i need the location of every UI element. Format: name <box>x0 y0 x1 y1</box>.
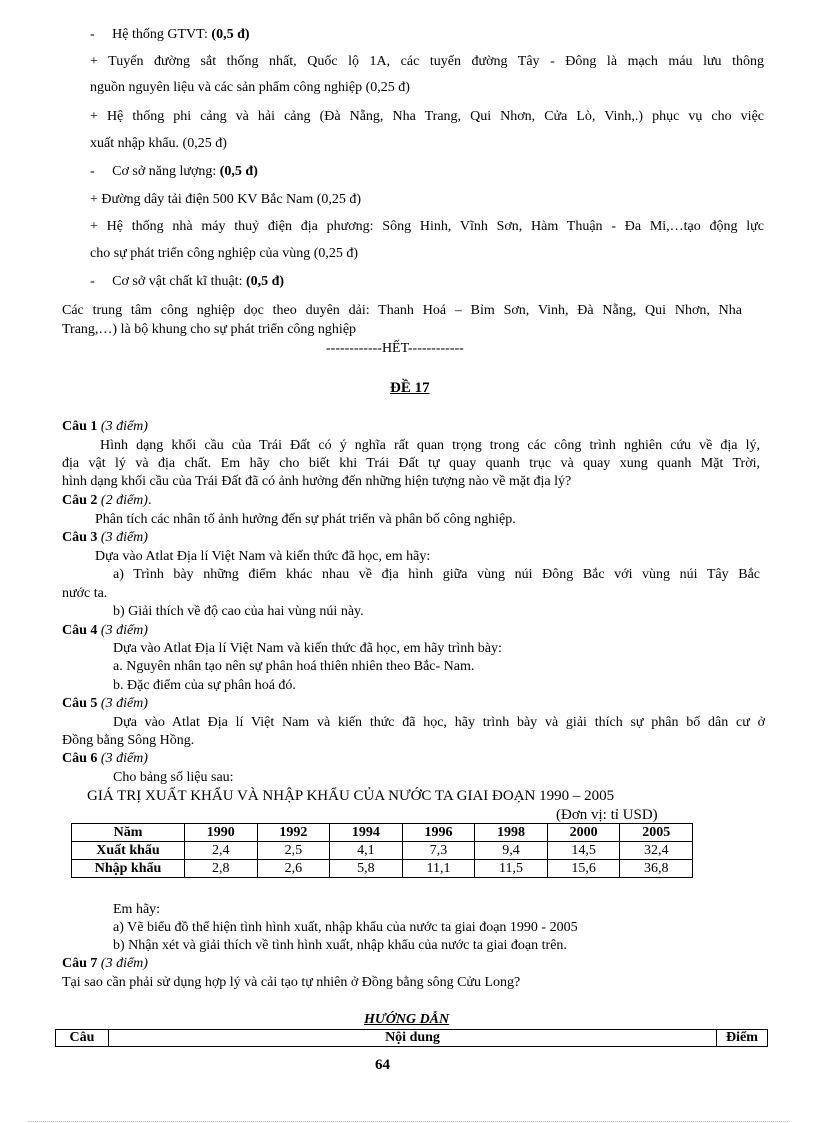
table-row-label: Xuất khẩu <box>72 842 185 860</box>
table-cell: 14,5 <box>547 842 620 860</box>
energy-item2-line1: + Hệ thống nhà máy thuỷ điện địa phương: Sông Hinh, Vĩnh Sơn, Hàm Thuận - Đa Mi,…tạo động lực <box>90 219 764 234</box>
q4-b: b. Đặc điểm của sự phân hoá đó. <box>113 678 296 693</box>
q2-label: Câu 2 <box>62 493 98 508</box>
bullet-dash: - <box>90 27 95 42</box>
q6-label: Câu 6 <box>62 751 98 766</box>
table-cell: 36,8 <box>620 860 693 878</box>
table-row <box>72 842 693 860</box>
q1-heading <box>62 418 148 436</box>
q4-heading <box>62 622 148 640</box>
table-header-cell: 1990 <box>185 824 258 842</box>
q4-a: a. Nguyên nhân tạo nên sự phân hoá thiên nhiên theo Bắc- Nam. <box>113 659 475 674</box>
q6-line1: Cho bảng số liệu sau: <box>113 770 234 785</box>
q5-points: (3 điểm) <box>100 696 148 711</box>
guide-col-content: Nội dung <box>109 1030 717 1047</box>
centers-line1: Các trung tâm công nghiệp dọc theo duyên dải: Thanh Hoá – Bỉm Sơn, Vinh, Đà Nẵng, Qui Nhơn, Nha <box>62 303 742 318</box>
q5-line1: Dựa vào Atlat Địa lí Việt Nam và kiến thức đã học, hãy trình bày và giải thích sự phân bố dân cư ở <box>113 715 765 730</box>
table-header-cell: 1992 <box>257 824 330 842</box>
q4-points: (3 điểm) <box>100 623 148 638</box>
table-cell: 2,8 <box>185 860 258 878</box>
page-number: 64 <box>375 1057 390 1073</box>
q6-points: (3 điểm) <box>100 751 148 766</box>
table-cell: 2,4 <box>185 842 258 860</box>
q1-line2: địa vật lý và địa chất. Em hãy cho biết khi Trái Đất tự quay quanh trục và quay xung quanh Mặt Trời, <box>62 456 760 471</box>
q3-heading <box>62 529 148 547</box>
q4-label: Câu 4 <box>62 623 98 638</box>
guide-header-row <box>56 1030 768 1047</box>
q3-line1: Dựa vào Atlat Địa lí Việt Nam và kiến thức đã học, em hãy: <box>95 549 431 564</box>
q4-line1: Dựa vào Atlat Địa lí Việt Nam và kiến thức đã học, em hãy trình bày: <box>113 641 502 656</box>
energy-heading <box>90 163 258 181</box>
footer-divider <box>28 1121 788 1122</box>
gtvt-item2-line1: + Hệ thống phi cảng và hải cảng (Đà Nẵng, Nha Trang, Qui Nhơn, Cửa Lò, Vinh,.) phục vụ cho việc <box>90 109 764 124</box>
gtvt-heading <box>90 26 250 44</box>
gtvt-item1-line2: nguồn nguyên liệu và các sản phẩm công nghiệp (0,25 đ) <box>90 80 410 95</box>
energy-score: (0,5 đ) <box>219 164 258 179</box>
table-cell: 11,5 <box>475 860 548 878</box>
gtvt-item1-line1: + Tuyến đường sắt thống nhất, Quốc lộ 1A, các tuyến đường Tây - Đông là mạch máu lưu thông <box>90 54 764 69</box>
q6-request: Em hãy: <box>113 902 161 917</box>
guide-table <box>55 1029 768 1047</box>
table-header-cell: 1996 <box>402 824 475 842</box>
table-row <box>72 860 693 878</box>
q2-heading: Câu 2 (2 điểm). <box>62 493 152 508</box>
energy-label: Cơ sở năng lượng: <box>112 164 217 179</box>
q5-heading <box>62 695 148 713</box>
q3-points: (3 điểm) <box>100 530 148 545</box>
tech-label: Cơ sở vật chất kĩ thuật: <box>112 274 243 289</box>
q3-a-line2: nước ta. <box>62 586 108 601</box>
guide-col-score: Điểm <box>717 1030 768 1047</box>
table-header-row <box>72 824 693 842</box>
q7-points: (3 điểm) <box>100 956 148 971</box>
q7-line1: Tại sao cần phải sử dụng hợp lý và cải tạo tự nhiên ở Đồng bằng sông Cửu Long? <box>62 975 521 990</box>
table-header-cell: 2000 <box>547 824 620 842</box>
q1-line1: Hình dạng khối cầu của Trái Đất có ý nghĩa rất quan trọng trong các công trình nghiên cứu về địa lý, <box>100 438 760 453</box>
q2-points: (2 điểm) <box>100 493 148 508</box>
table-header-cell: Năm <box>72 824 185 842</box>
table-header-cell: 1998 <box>475 824 548 842</box>
gtvt-score: (0,5 đ) <box>211 27 250 42</box>
q6-a: a) Vẽ biểu đồ thể hiện tình hình xuất, nhập khẩu của nước ta giai đoạn 1990 - 2005 <box>113 920 578 935</box>
bullet-dash: - <box>90 274 95 289</box>
tech-heading <box>90 273 284 291</box>
table-cell: 7,3 <box>402 842 475 860</box>
q7-label: Câu 7 <box>62 956 98 971</box>
table-cell: 2,6 <box>257 860 330 878</box>
table-cell: 9,4 <box>475 842 548 860</box>
centers-line2: Trang,…) là bộ khung cho sự phát triển công nghiệp <box>62 322 357 337</box>
table-row-label: Nhập khẩu <box>72 860 185 878</box>
table-cell: 4,1 <box>330 842 403 860</box>
q3-a-line1: a) Trình bày những điểm khác nhau về địa hình giữa vùng núi Đông Bắc với vùng núi Tây Bắc <box>113 567 760 582</box>
q1-label: Câu 1 <box>62 419 98 434</box>
q1-line3: hình dạng khối cầu của Trái Đất đã có ảnh hưởng đến những hiện tượng nào về mặt địa lý? <box>62 474 572 489</box>
gtvt-label: Hệ thống GTVT: <box>112 27 208 42</box>
guide-col-cau: Câu <box>56 1030 109 1047</box>
q2-line1: Phân tích các nhân tố ảnh hưởng đến sự phát triển và phân bố công nghiệp. <box>95 512 516 527</box>
table-header-cell: 2005 <box>620 824 693 842</box>
q5-line2: Đồng bằng Sông Hồng. <box>62 733 195 748</box>
q5-label: Câu 5 <box>62 696 98 711</box>
energy-item2-line2: cho sự phát triển công nghiệp của vùng (0,25 đ) <box>90 246 359 261</box>
table-title: GIÁ TRỊ XUẤT KHẨU VÀ NHẬP KHẨU CỦA NƯỚC TA GIAI ĐOẠN 1990 – 2005 <box>87 788 615 804</box>
table-cell: 5,8 <box>330 860 403 878</box>
table-cell: 11,1 <box>402 860 475 878</box>
guide-title: HƯỚNG DẪN <box>364 1012 450 1027</box>
tech-score: (0,5 đ) <box>245 274 285 289</box>
energy-item1: + Đường dây tải điện 500 KV Bắc Nam (0,25 đ) <box>90 192 362 207</box>
table-cell: 2,5 <box>257 842 330 860</box>
trade-table <box>71 823 693 878</box>
table-header-cell: 1994 <box>330 824 403 842</box>
q1-points: (3 điểm) <box>100 419 148 434</box>
q3-label: Câu 3 <box>62 530 98 545</box>
q7-heading <box>62 955 148 973</box>
gtvt-item2-line2: xuất nhập khẩu. (0,25 đ) <box>90 136 227 151</box>
table-cell: 15,6 <box>547 860 620 878</box>
bullet-dash: - <box>90 164 95 179</box>
table-unit: (Đơn vị: tỉ USD) <box>556 807 658 823</box>
end-marker: ------------HẾT------------ <box>326 341 464 356</box>
exam-title: ĐỀ 17 <box>390 380 430 396</box>
q6-b: b) Nhận xét và giải thích về tình hình xuất, nhập khẩu của nước ta giai đoạn trên. <box>113 938 567 953</box>
q6-heading <box>62 750 148 768</box>
q3-b: b) Giải thích về độ cao của hai vùng núi này. <box>113 604 364 619</box>
table-cell: 32,4 <box>620 842 693 860</box>
